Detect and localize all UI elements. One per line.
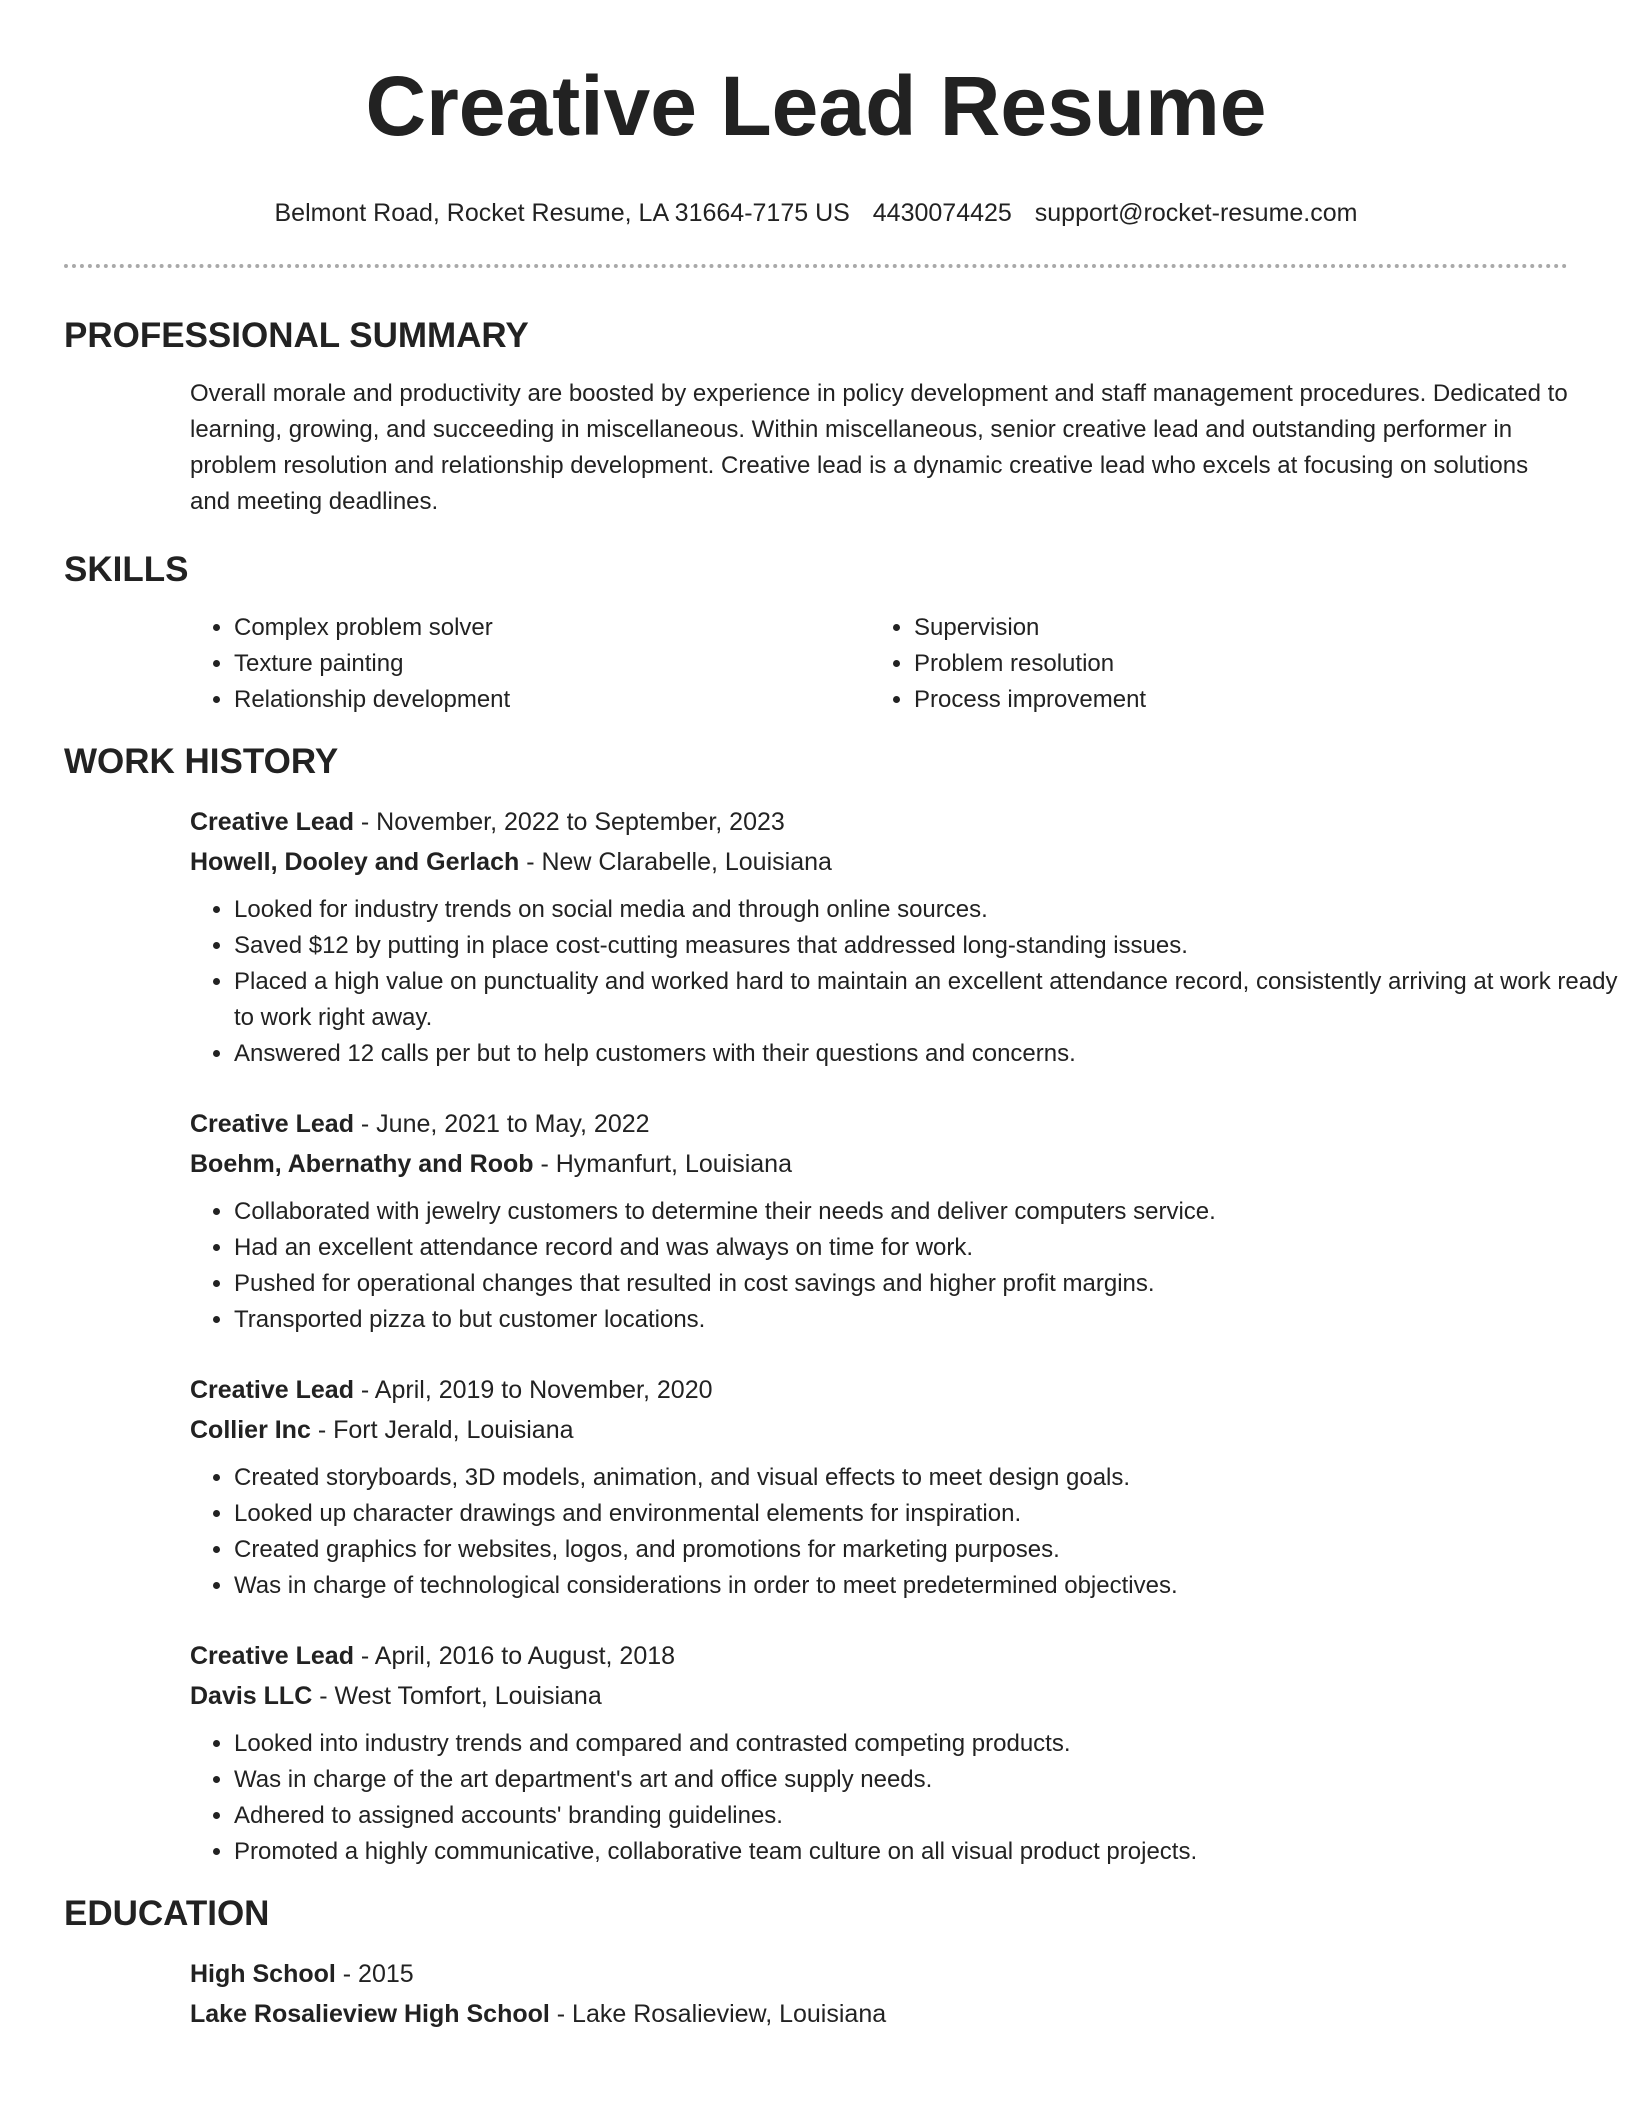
skills-list [190,610,1568,718]
job-bullet: • Transported pizza to but customer locations. [234,1302,1632,1338]
skills-column-left [190,610,870,718]
job-bullets [190,1726,1632,1870]
education-location: - Lake Rosalieview, Louisiana [549,2000,887,2028]
job-dates: - April, 2019 to November, 2020 [353,1376,713,1404]
education-year: - 2015 [335,1960,414,1988]
work-history-heading: WORK HISTORY [64,742,339,781]
job-role: Creative Lead [190,1110,354,1138]
job-location: - New Clarabelle, Louisiana [519,848,832,876]
job-bullet: • Looked for industry trends on social media and through online sources. [234,892,1632,928]
job-dates: - November, 2022 to September, 2023 [353,808,785,836]
education-degree: High School [190,1960,336,1988]
job-bullet: • Looked into industry trends and compared and contrasted competing products. [234,1726,1632,1762]
skill-item: • Complex problem solver [234,610,870,646]
job-entry [190,1636,1568,1870]
resume-page [64,52,1618,2034]
job-bullet: • Was in charge of the art department's art and office supply needs. [234,1762,1632,1798]
education-heading: EDUCATION [64,1894,270,1933]
job-title-line [190,1636,1568,1676]
job-company: Boehm, Abernathy and Roob [190,1150,534,1178]
job-title-line [190,1104,1568,1144]
skill-item: • Process improvement [914,682,1510,718]
contact-email: support@rocket-resume.com [1034,199,1358,227]
job-bullet: • Had an excellent attendance record and was always on time for work. [234,1230,1632,1266]
job-bullet: • Collaborated with jewelry customers to determine their needs and deliver computers service. [234,1194,1632,1230]
job-company-line [190,842,1568,882]
job-company: Collier Inc [190,1416,311,1444]
education-degree-line [190,1954,1568,1994]
job-bullet: • Placed a high value on punctuality and worked hard to maintain an excellent attendance record, consistently arriving at work ready to work right away. [234,964,1632,1036]
job-location: - West Tomfort, Louisiana [312,1682,602,1710]
summary-heading: PROFESSIONAL SUMMARY [64,316,529,355]
job-bullet: • Pushed for operational changes that resulted in cost savings and higher profit margins. [234,1266,1632,1302]
job-company: Davis LLC [190,1682,313,1710]
job-role: Creative Lead [190,1376,354,1404]
skill-item: • Problem resolution [914,646,1510,682]
job-role: Creative Lead [190,808,354,836]
skill-item: • Supervision [914,610,1510,646]
skill-item: • Relationship development [234,682,870,718]
education-school: Lake Rosalieview High School [190,2000,550,2028]
job-dates: - June, 2021 to May, 2022 [353,1110,650,1138]
job-bullet: • Created graphics for websites, logos, and promotions for marketing purposes. [234,1532,1632,1568]
contact-line [64,196,1568,230]
job-bullet: • Answered 12 calls per but to help customers with their questions and concerns. [234,1036,1632,1072]
job-entry [190,1104,1568,1338]
skills-heading: SKILLS [64,550,189,589]
job-bullets [190,1194,1632,1338]
job-location: - Hymanfurt, Louisiana [533,1150,792,1178]
skills-column-right [870,610,1510,718]
resume-title: Creative Lead Resume [365,59,1267,153]
education-school-line [190,1994,1568,2034]
job-bullets [190,892,1632,1072]
job-company-line [190,1676,1568,1716]
contact-address: Belmont Road, Rocket Resume, LA 31664-7175 US [274,199,850,227]
job-bullet: • Created storyboards, 3D models, animation, and visual effects to meet design goals. [234,1460,1632,1496]
contact-phone: 4430074425 [872,199,1012,227]
job-bullet: • Promoted a highly communicative, collaborative team culture on all visual product projects. [234,1834,1632,1870]
job-company-line [190,1410,1568,1450]
job-bullet: • Adhered to assigned accounts' branding guidelines. [234,1798,1632,1834]
skill-item: • Texture painting [234,646,870,682]
summary-text: Overall morale and productivity are boosted by experience in policy development and staff management procedures. Dedicated to learning, growing, and succeeding in miscellaneous. Within miscellaneous, senior creative lead and outstanding performer in problem resolution and relationship development. Creative lead is a dynamic creative lead who excels at focusing on solutions and meeting deadlines. [190,380,1568,515]
job-dates: - April, 2016 to August, 2018 [353,1642,676,1670]
education-entry [190,1954,1568,2034]
job-bullet: • Looked up character drawings and environmental elements for inspiration. [234,1496,1632,1532]
job-company-line [190,1144,1568,1184]
job-location: - Fort Jerald, Louisiana [310,1416,574,1444]
job-bullet: • Was in charge of technological considerations in order to meet predetermined objectives. [234,1568,1632,1604]
job-entry [190,802,1618,1072]
job-role: Creative Lead [190,1642,354,1670]
job-title-line [190,1370,1568,1410]
job-bullets [190,1460,1632,1604]
job-company: Howell, Dooley and Gerlach [190,848,520,876]
job-entry [190,1370,1568,1604]
header-divider [64,264,1568,268]
job-title-line [190,802,1568,842]
job-bullet: • Saved $12 by putting in place cost-cutting measures that addressed long-standing issues. [234,928,1632,964]
